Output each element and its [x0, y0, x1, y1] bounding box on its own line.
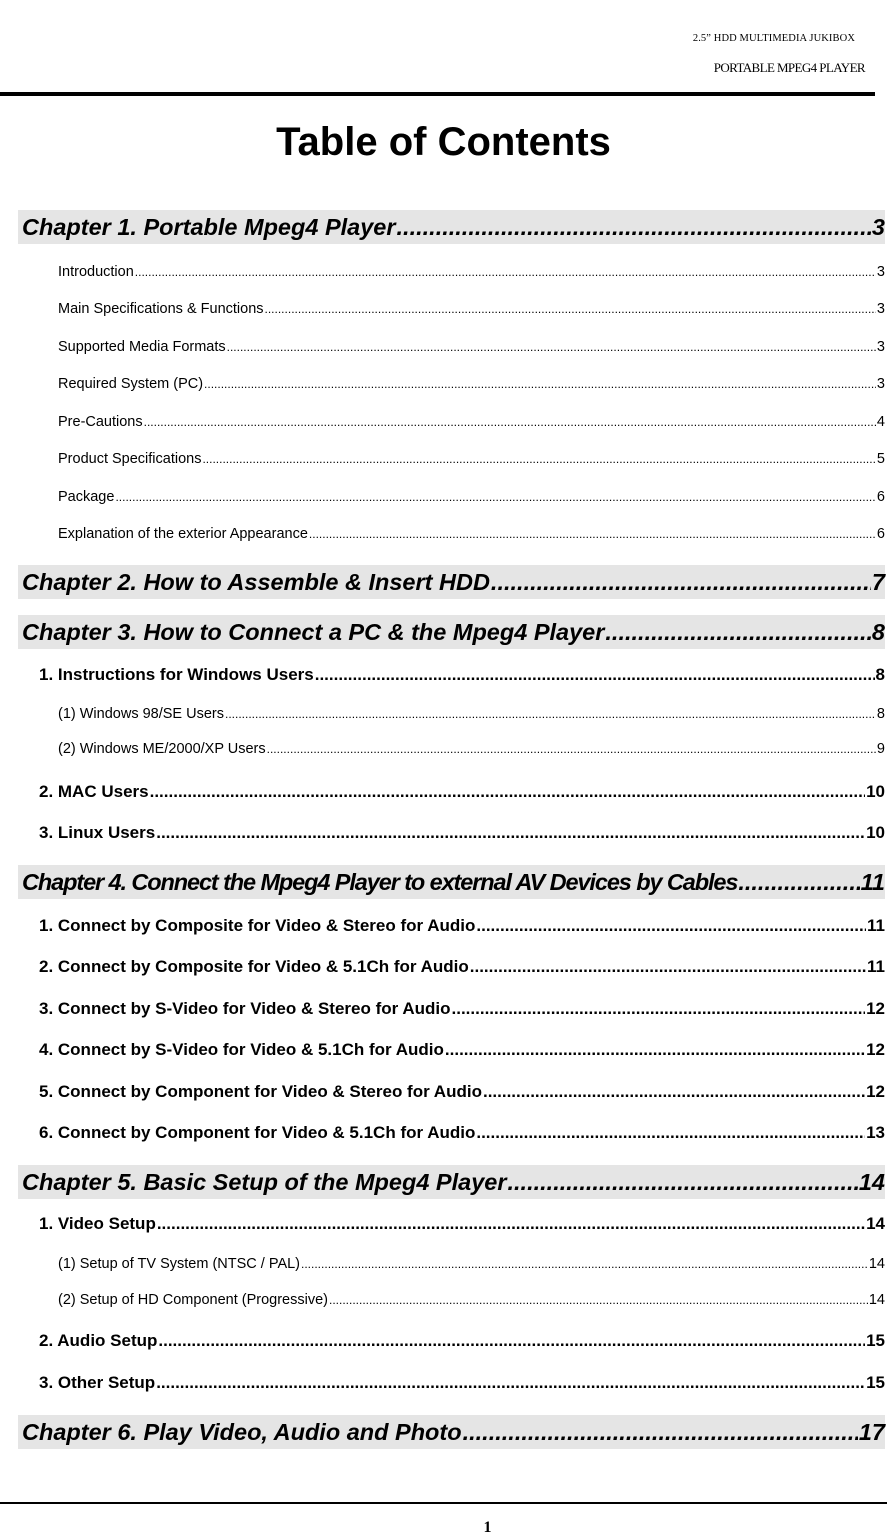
toc-page: 3 [871, 214, 885, 240]
toc-label: 1. Connect by Composite for Video & Stereo for Audio [39, 916, 476, 935]
dot-leader [463, 1415, 858, 1449]
dot-leader [476, 915, 866, 937]
toc-page: 7 [871, 569, 885, 595]
toc-label: Chapter 1. Portable Mpeg4 Player [22, 214, 396, 240]
toc-label: Product Specifications [58, 451, 202, 467]
toc-entry-section[interactable] [39, 1039, 885, 1061]
toc-label: 3. Other Setup [39, 1373, 156, 1392]
toc-label: (2) Setup of HD Component (Progressive) [58, 1292, 328, 1308]
toc-entry-section[interactable] [39, 1122, 885, 1144]
toc-page: 6 [876, 526, 885, 542]
toc-label: 2. Connect by Composite for Video & 5.1Ch for Audio [39, 957, 469, 976]
toc-label: Chapter 6. Play Video, Audio and Photo [22, 1419, 462, 1445]
toc-label: Required System (PC) [58, 376, 204, 392]
toc-label: Supported Media Formats [58, 339, 226, 355]
toc-entry-chapter-1[interactable] [18, 210, 885, 244]
toc-label: (1) Setup of TV System (NTSC / PAL) [58, 1256, 301, 1272]
toc-label: Explanation of the exterior Appearance [58, 526, 308, 542]
toc-page: 14 [868, 1256, 885, 1272]
dot-leader [508, 1165, 858, 1199]
toc-label: 2. Audio Setup [39, 1331, 158, 1350]
dot-leader [397, 210, 871, 244]
toc-page: 14 [866, 1214, 885, 1233]
toc-label: 5. Connect by Component for Video & Stereo for Audio [39, 1082, 482, 1101]
toc-label: 3. Connect by S-Video for Video & Stereo for Audio [39, 999, 451, 1018]
dot-leader [150, 781, 865, 803]
toc-entry[interactable] [58, 299, 885, 319]
toc-label: 3. Linux Users [39, 823, 156, 842]
toc-entry-section[interactable] [39, 915, 885, 937]
dot-leader [301, 1254, 868, 1274]
toc-entry[interactable] [58, 1254, 885, 1274]
dot-leader [605, 615, 871, 649]
toc-page: 3 [876, 339, 885, 355]
toc-page: 13 [866, 1123, 885, 1142]
dot-leader [265, 299, 876, 319]
toc-entry[interactable] [58, 412, 885, 432]
toc-page: 12 [866, 1040, 885, 1059]
dot-leader [202, 449, 875, 469]
toc-entry-section[interactable] [39, 664, 885, 686]
toc-page: 3 [876, 264, 885, 280]
toc-label: 1. Instructions for Windows Users [39, 665, 314, 684]
toc-page: 10 [866, 823, 885, 842]
dot-leader [225, 704, 876, 724]
toc-page: 17 [858, 1419, 885, 1445]
dot-leader [470, 956, 866, 978]
toc-label: Introduction [58, 264, 134, 280]
dot-leader [476, 1122, 865, 1144]
toc-entry-section[interactable] [39, 1372, 885, 1394]
toc-entry[interactable] [58, 704, 885, 724]
toc-page: 9 [876, 741, 885, 757]
toc-entry-section[interactable] [39, 781, 885, 803]
toc-label: (2) Windows ME/2000/XP Users [58, 741, 266, 757]
dot-leader [483, 1081, 865, 1103]
toc-entry-chapter-5[interactable] [18, 1165, 885, 1199]
toc-label: 6. Connect by Component for Video & 5.1Ch for Audio [39, 1123, 476, 1142]
dot-leader [156, 822, 865, 844]
toc-entry-section[interactable] [39, 822, 885, 844]
toc-entry-chapter-4[interactable] [18, 865, 885, 899]
toc-entry-section[interactable] [39, 1213, 885, 1235]
toc-entry[interactable] [58, 487, 885, 507]
header-rule [0, 92, 875, 96]
dot-leader [738, 865, 859, 899]
toc-entry[interactable] [58, 337, 885, 357]
toc-page: 15 [866, 1373, 885, 1392]
toc-page: 11 [867, 916, 885, 935]
toc-page: 12 [866, 999, 885, 1018]
dot-leader [267, 739, 876, 759]
dot-leader [452, 998, 866, 1020]
toc-page: 3 [876, 376, 885, 392]
toc-page: 14 [858, 1169, 885, 1195]
toc-page: 11 [867, 957, 885, 976]
toc-page: 8 [876, 706, 885, 722]
toc-page: 11 [860, 869, 885, 895]
toc-entry[interactable] [58, 262, 885, 282]
toc-page: 15 [866, 1331, 885, 1350]
toc-entry[interactable] [58, 374, 885, 394]
toc-label: 1. Video Setup [39, 1214, 156, 1233]
dot-leader [329, 1290, 868, 1310]
toc-page: 3 [876, 301, 885, 317]
page-number: 1 [483, 1519, 492, 1536]
toc-entry-section[interactable] [39, 998, 885, 1020]
dot-leader [144, 412, 876, 432]
toc-entry-section[interactable] [39, 956, 885, 978]
dot-leader [158, 1330, 865, 1352]
dot-leader [445, 1039, 865, 1061]
toc-entry[interactable] [58, 449, 885, 469]
toc-label: 4. Connect by S-Video for Video & 5.1Ch for Audio [39, 1040, 444, 1059]
toc-page: 6 [876, 489, 885, 505]
toc-label: (1) Windows 98/SE Users [58, 706, 224, 722]
toc-entry-chapter-2[interactable] [18, 565, 885, 599]
toc-page: 8 [871, 619, 885, 645]
toc-label: Package [58, 489, 115, 505]
page-title: Table of Contents [276, 120, 611, 164]
dot-leader [227, 337, 876, 357]
toc-page: 8 [875, 665, 885, 684]
toc-page: 12 [866, 1082, 885, 1101]
toc-label: Chapter 3. How to Connect a PC & the Mpeg4 Player [22, 619, 605, 645]
dot-leader [156, 1372, 865, 1394]
toc-entry[interactable] [58, 524, 885, 544]
header-line-2: PORTABLE MPEG4 PLAYER [713, 60, 865, 75]
dot-leader [491, 565, 871, 599]
toc-label: Chapter 4. Connect the Mpeg4 Player to external AV Devices by Cables [22, 869, 738, 895]
toc-entry-section[interactable] [39, 1330, 885, 1352]
toc-page: 4 [876, 414, 885, 430]
toc-entry-section[interactable] [39, 1081, 885, 1103]
toc-label: Pre-Cautions [58, 414, 143, 430]
toc-entry[interactable] [58, 1290, 885, 1310]
footer-rule [0, 1502, 887, 1504]
dot-leader [115, 487, 875, 507]
toc-page: 5 [876, 451, 885, 467]
dot-leader [309, 524, 876, 544]
toc-page: 10 [866, 782, 885, 801]
toc-entry-chapter-3[interactable] [18, 615, 885, 649]
dot-leader [157, 1213, 865, 1235]
toc-page: 14 [868, 1292, 885, 1308]
toc-label: Chapter 2. How to Assemble & Insert HDD [22, 569, 490, 595]
header-line-1: 2.5” HDD MULTIMEDIA JUKIBOX [692, 33, 855, 44]
toc-entry[interactable] [58, 739, 885, 759]
dot-leader [135, 262, 876, 282]
toc-label: Chapter 5. Basic Setup of the Mpeg4 Player [22, 1169, 507, 1195]
toc-entry-chapter-6[interactable] [18, 1415, 885, 1449]
dot-leader [315, 664, 875, 686]
toc-label: 2. MAC Users [39, 782, 149, 801]
dot-leader [204, 374, 876, 394]
toc-label: Main Specifications & Functions [58, 301, 264, 317]
